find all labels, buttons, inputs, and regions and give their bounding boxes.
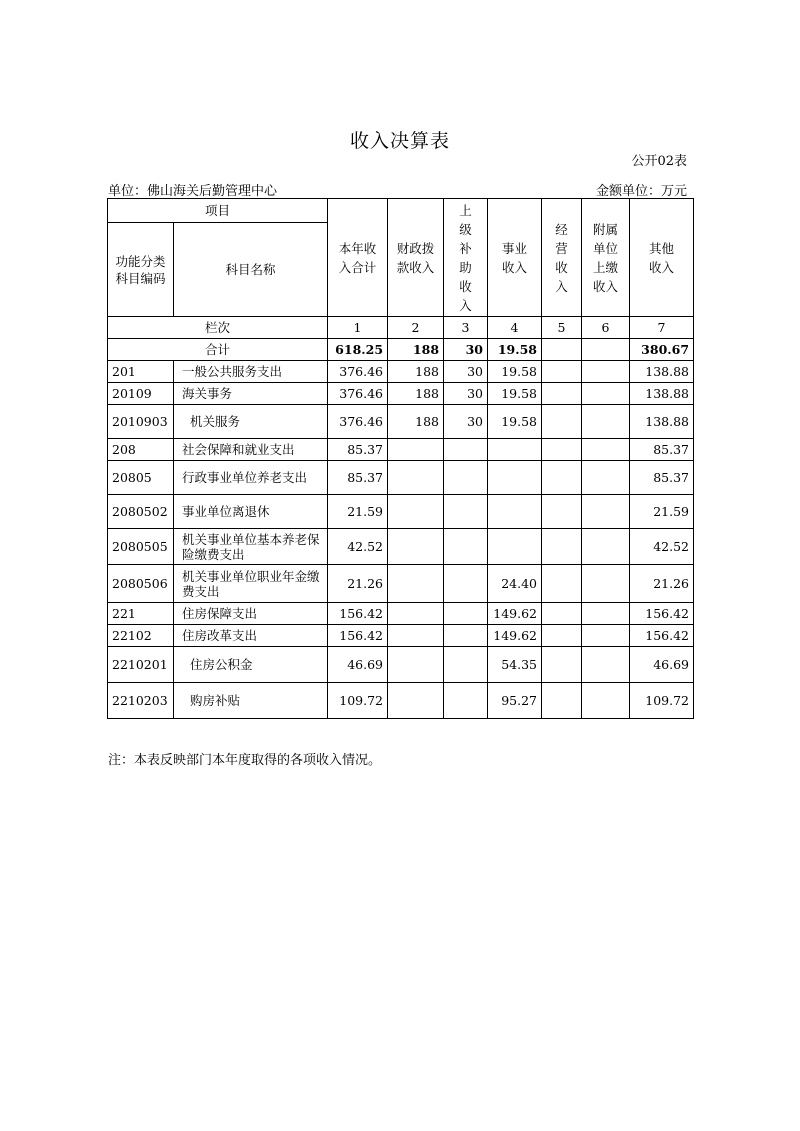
row-code: 221	[108, 603, 174, 625]
row-value-c4	[488, 439, 542, 461]
row-value-c7: 138.88	[630, 383, 694, 405]
row-value-c5	[542, 603, 582, 625]
row-value-c6	[582, 383, 630, 405]
header-col5: 经营收入	[542, 199, 582, 317]
row-value-c1: 376.46	[328, 383, 388, 405]
total-label: 合计	[108, 339, 328, 361]
column-index-5: 5	[542, 317, 582, 339]
row-value-c2	[388, 565, 444, 603]
row-value-c6	[582, 439, 630, 461]
row-value-c3: 30	[444, 405, 488, 439]
row-value-c7: 85.37	[630, 461, 694, 495]
row-value-c7: 138.88	[630, 405, 694, 439]
table-row	[108, 683, 694, 719]
row-value-c4: 149.62	[488, 603, 542, 625]
row-code: 2080502	[108, 495, 174, 529]
table-row	[108, 495, 694, 529]
row-code: 201	[108, 361, 174, 383]
header-item: 项目	[108, 199, 328, 223]
row-code: 20109	[108, 383, 174, 405]
row-value-c1: 21.59	[328, 495, 388, 529]
header-subject-name: 科目名称	[174, 223, 328, 317]
column-index-2: 2	[388, 317, 444, 339]
total-cell: 380.67	[630, 339, 694, 361]
row-value-c2	[388, 683, 444, 719]
row-subject-name: 住房改革支出	[174, 625, 328, 647]
row-value-c5	[542, 683, 582, 719]
row-subject-name: 海关事务	[174, 383, 328, 405]
header-col6: 附属单位上缴收入	[582, 199, 630, 317]
table-row	[108, 461, 694, 495]
row-value-c1: 109.72	[328, 683, 388, 719]
row-value-c6	[582, 361, 630, 383]
row-value-c5	[542, 565, 582, 603]
column-index-4: 4	[488, 317, 542, 339]
row-value-c1: 46.69	[328, 647, 388, 683]
row-subject-name: 机关事业单位职业年金缴费支出	[174, 565, 328, 603]
row-value-c5	[542, 495, 582, 529]
row-value-c5	[542, 439, 582, 461]
total-cell: 188	[388, 339, 444, 361]
row-subject-name: 机关服务	[174, 405, 328, 439]
row-value-c1: 42.52	[328, 529, 388, 565]
row-value-c3	[444, 439, 488, 461]
row-value-c7: 85.37	[630, 439, 694, 461]
row-value-c2	[388, 647, 444, 683]
row-code: 208	[108, 439, 174, 461]
row-value-c7: 156.42	[630, 603, 694, 625]
row-value-c2	[388, 495, 444, 529]
row-value-c4	[488, 461, 542, 495]
income-table	[107, 198, 694, 719]
header-func-code: 功能分类科目编码	[108, 223, 174, 317]
header-col7: 其他收入	[630, 199, 694, 317]
row-subject-name: 事业单位离退休	[174, 495, 328, 529]
row-value-c3	[444, 495, 488, 529]
row-value-c4: 19.58	[488, 383, 542, 405]
row-value-c1: 156.42	[328, 603, 388, 625]
row-value-c3	[444, 603, 488, 625]
row-value-c6	[582, 461, 630, 495]
row-value-c4	[488, 529, 542, 565]
row-value-c7: 46.69	[630, 647, 694, 683]
row-subject-name: 住房公积金	[174, 647, 328, 683]
row-value-c5	[542, 361, 582, 383]
row-value-c3	[444, 683, 488, 719]
unit-label: 单位：佛山海关后勤管理中心	[108, 184, 278, 199]
row-code: 2080505	[108, 529, 174, 565]
table-row	[108, 647, 694, 683]
row-value-c2	[388, 625, 444, 647]
row-code: 22102	[108, 625, 174, 647]
row-value-c3	[444, 461, 488, 495]
row-value-c7: 42.52	[630, 529, 694, 565]
table-note: 注：本表反映部门本年度取得的各项收入情况。	[108, 753, 382, 768]
header-col1: 本年收入合计	[328, 199, 388, 317]
row-value-c7: 21.26	[630, 565, 694, 603]
row-value-c7: 138.88	[630, 361, 694, 383]
row-subject-name: 一般公共服务支出	[174, 361, 328, 383]
row-value-c2	[388, 529, 444, 565]
row-value-c3	[444, 565, 488, 603]
row-value-c6	[582, 565, 630, 603]
row-value-c7: 156.42	[630, 625, 694, 647]
row-subject-name: 住房保障支出	[174, 603, 328, 625]
row-value-c1: 156.42	[328, 625, 388, 647]
row-value-c5	[542, 647, 582, 683]
row-subject-name: 行政事业单位养老支出	[174, 461, 328, 495]
total-cell	[582, 339, 630, 361]
table-row	[108, 405, 694, 439]
table-row	[108, 603, 694, 625]
header-col4: 事业收入	[488, 199, 542, 317]
row-value-c3: 30	[444, 361, 488, 383]
row-value-c2	[388, 461, 444, 495]
column-index-3: 3	[444, 317, 488, 339]
column-index-label: 栏次	[108, 317, 328, 339]
table-row	[108, 529, 694, 565]
row-value-c7: 109.72	[630, 683, 694, 719]
row-value-c4: 95.27	[488, 683, 542, 719]
header-col3: 上级补助收入	[444, 199, 488, 317]
row-value-c5	[542, 383, 582, 405]
row-value-c4	[488, 495, 542, 529]
row-code: 20805	[108, 461, 174, 495]
total-cell	[542, 339, 582, 361]
money-unit-label: 金额单位：万元	[595, 184, 687, 199]
row-subject-name: 机关事业单位基本养老保险缴费支出	[174, 529, 328, 565]
row-value-c1: 85.37	[328, 439, 388, 461]
total-cell: 618.25	[328, 339, 388, 361]
row-value-c4: 19.58	[488, 405, 542, 439]
row-value-c5	[542, 405, 582, 439]
row-code: 2010903	[108, 405, 174, 439]
total-cell: 19.58	[488, 339, 542, 361]
row-value-c4: 19.58	[488, 361, 542, 383]
row-value-c4: 54.35	[488, 647, 542, 683]
table-row	[108, 439, 694, 461]
row-value-c2: 188	[388, 383, 444, 405]
row-value-c3: 30	[444, 383, 488, 405]
row-value-c2	[388, 439, 444, 461]
row-value-c1: 21.26	[328, 565, 388, 603]
row-value-c5	[542, 461, 582, 495]
row-value-c4: 149.62	[488, 625, 542, 647]
form-number: 公开02表	[631, 154, 687, 169]
row-value-c7: 21.59	[630, 495, 694, 529]
row-value-c2: 188	[388, 361, 444, 383]
row-value-c6	[582, 625, 630, 647]
row-code: 2080506	[108, 565, 174, 603]
row-value-c1: 85.37	[328, 461, 388, 495]
row-subject-name: 社会保障和就业支出	[174, 439, 328, 461]
row-value-c6	[582, 529, 630, 565]
row-value-c6	[582, 495, 630, 529]
header-col2: 财政拨款收入	[388, 199, 444, 317]
row-value-c5	[542, 529, 582, 565]
row-subject-name: 购房补贴	[174, 683, 328, 719]
row-value-c3	[444, 625, 488, 647]
row-value-c6	[582, 405, 630, 439]
total-cell: 30	[444, 339, 488, 361]
table-row	[108, 625, 694, 647]
row-value-c2: 188	[388, 405, 444, 439]
row-value-c1: 376.46	[328, 405, 388, 439]
page-title: 收入决算表	[349, 130, 450, 152]
row-code: 2210201	[108, 647, 174, 683]
row-value-c3	[444, 647, 488, 683]
row-value-c6	[582, 683, 630, 719]
table-row	[108, 361, 694, 383]
row-value-c6	[582, 603, 630, 625]
row-value-c4: 24.40	[488, 565, 542, 603]
row-code: 2210203	[108, 683, 174, 719]
row-value-c5	[542, 625, 582, 647]
table-row	[108, 383, 694, 405]
column-index-6: 6	[582, 317, 630, 339]
table-row	[108, 565, 694, 603]
row-value-c2	[388, 603, 444, 625]
row-value-c6	[582, 647, 630, 683]
row-value-c3	[444, 529, 488, 565]
row-value-c1: 376.46	[328, 361, 388, 383]
column-index-1: 1	[328, 317, 388, 339]
column-index-7: 7	[630, 317, 694, 339]
